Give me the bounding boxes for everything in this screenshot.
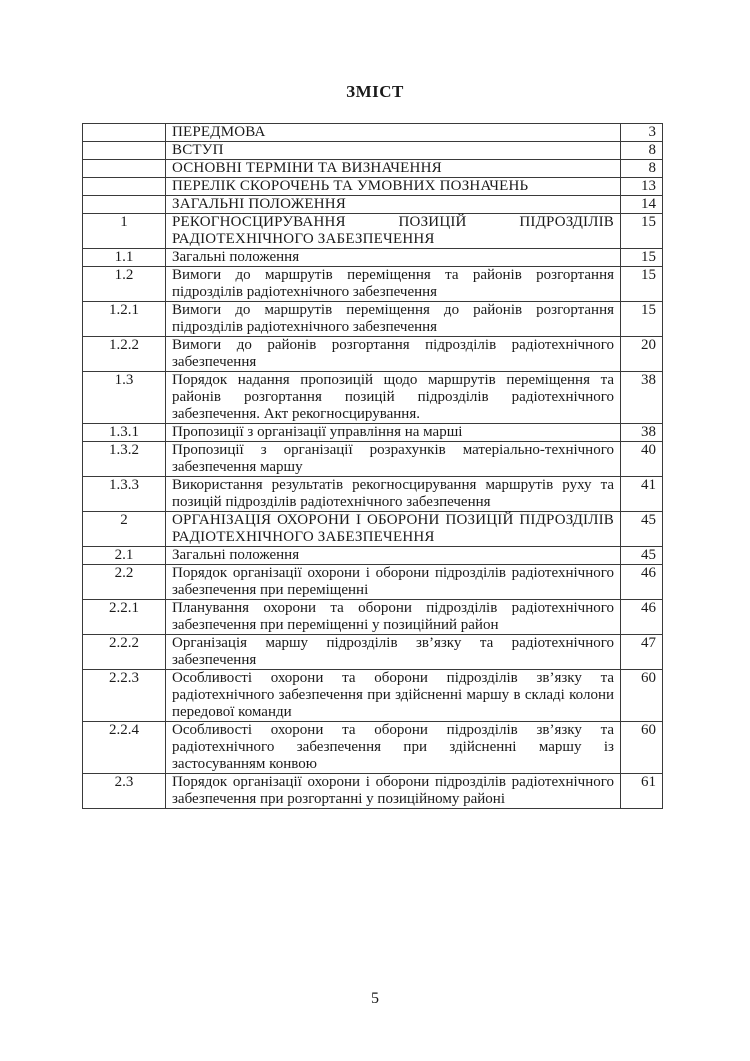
section-title: Особливості охорони та оборони підрозділів зв’язку та радіотехнічного забезпечення при здійсненні маршу в складі колони передової команди xyxy=(166,670,621,722)
section-title: ОРГАНІЗАЦІЯ ОХОРОНИ І ОБОРОНИ ПОЗИЦІЙ ПІДРОЗДІЛІВ РАДІОТЕХНІЧНОГО ЗАБЕЗПЕЧЕННЯ xyxy=(166,512,621,547)
toc-row xyxy=(83,214,663,249)
page-title: ЗМІСТ xyxy=(346,82,404,101)
section-page: 3 xyxy=(621,124,663,142)
section-page: 15 xyxy=(621,267,663,302)
section-title: Організація маршу підрозділів зв’язку та радіотехнічного забезпечення xyxy=(166,635,621,670)
section-number xyxy=(83,196,166,214)
section-title: Вимоги до маршрутів переміщення та районів розгортання підрозділів радіотехнічного забезпечення xyxy=(166,267,621,302)
section-page: 38 xyxy=(621,372,663,424)
section-page: 20 xyxy=(621,337,663,372)
toc-row xyxy=(83,196,663,214)
toc-row xyxy=(83,442,663,477)
section-number: 1.3.1 xyxy=(83,424,166,442)
toc-row xyxy=(83,670,663,722)
toc-row xyxy=(83,477,663,512)
toc-row xyxy=(83,774,663,809)
section-number: 1.3 xyxy=(83,372,166,424)
section-title: Порядок організації охорони і оборони підрозділів радіотехнічного забезпечення при розгортанні у позиційному районі xyxy=(166,774,621,809)
section-title: Порядок організації охорони і оборони підрозділів радіотехнічного забезпечення при переміщенні xyxy=(166,565,621,600)
toc-row xyxy=(83,267,663,302)
toc-row xyxy=(83,635,663,670)
section-title: Пропозиції з організації управління на марші xyxy=(166,424,621,442)
section-page: 47 xyxy=(621,635,663,670)
toc-row xyxy=(83,600,663,635)
section-number: 1.2 xyxy=(83,267,166,302)
section-title: ВСТУП xyxy=(166,142,621,160)
section-page: 46 xyxy=(621,565,663,600)
section-page: 60 xyxy=(621,722,663,774)
section-page: 13 xyxy=(621,178,663,196)
section-number: 1.1 xyxy=(83,249,166,267)
section-page: 14 xyxy=(621,196,663,214)
section-title: Загальні положення xyxy=(166,249,621,267)
toc-row xyxy=(83,547,663,565)
section-title: Вимоги до маршрутів переміщення до районів розгортання підрозділів радіотехнічного забезпечення xyxy=(166,302,621,337)
section-page: 45 xyxy=(621,547,663,565)
page-number: 5 xyxy=(371,990,379,1007)
toc-row xyxy=(83,124,663,142)
section-page: 15 xyxy=(621,249,663,267)
toc-row xyxy=(83,160,663,178)
section-page: 60 xyxy=(621,670,663,722)
toc-row xyxy=(83,249,663,267)
toc-row xyxy=(83,178,663,196)
toc-row xyxy=(83,565,663,600)
section-page: 41 xyxy=(621,477,663,512)
section-number: 1.3.2 xyxy=(83,442,166,477)
section-number xyxy=(83,160,166,178)
section-title: ЗАГАЛЬНІ ПОЛОЖЕННЯ xyxy=(166,196,621,214)
section-number xyxy=(83,124,166,142)
section-title: Порядок надання пропозицій щодо маршрутів переміщення та районів розгортання позицій підрозділів радіотехнічного забезпечення. Акт рекогносцирування. xyxy=(166,372,621,424)
toc-row xyxy=(83,722,663,774)
section-number: 1.3.3 xyxy=(83,477,166,512)
section-number: 2 xyxy=(83,512,166,547)
section-number xyxy=(83,178,166,196)
section-number xyxy=(83,142,166,160)
section-page: 46 xyxy=(621,600,663,635)
section-title: ОСНОВНІ ТЕРМІНИ ТА ВИЗНАЧЕННЯ xyxy=(166,160,621,178)
section-title: Загальні положення xyxy=(166,547,621,565)
section-title: ПЕРЕДМОВА xyxy=(166,124,621,142)
section-page: 61 xyxy=(621,774,663,809)
toc-row xyxy=(83,337,663,372)
section-page: 15 xyxy=(621,302,663,337)
section-number: 2.3 xyxy=(83,774,166,809)
table-of-contents xyxy=(82,123,663,809)
section-number: 1 xyxy=(83,214,166,249)
section-page: 8 xyxy=(621,160,663,178)
section-title: РЕКОГНОСЦИРУВАННЯ ПОЗИЦІЙ ПІДРОЗДІЛІВ РАДІОТЕХНІЧНОГО ЗАБЕЗПЕЧЕННЯ xyxy=(166,214,621,249)
section-number: 2.2.4 xyxy=(83,722,166,774)
toc-row xyxy=(83,372,663,424)
section-page: 8 xyxy=(621,142,663,160)
section-number: 1.2.1 xyxy=(83,302,166,337)
section-number: 2.1 xyxy=(83,547,166,565)
section-number: 2.2.1 xyxy=(83,600,166,635)
section-number: 2.2 xyxy=(83,565,166,600)
section-number: 2.2.3 xyxy=(83,670,166,722)
toc-row xyxy=(83,512,663,547)
section-number: 2.2.2 xyxy=(83,635,166,670)
section-title: ПЕРЕЛІК СКОРОЧЕНЬ ТА УМОВНИХ ПОЗНАЧЕНЬ xyxy=(166,178,621,196)
section-title: Планування охорони та оборони підрозділів радіотехнічного забезпечення при переміщенні у позиційний район xyxy=(166,600,621,635)
toc-row xyxy=(83,142,663,160)
toc-row xyxy=(83,424,663,442)
section-page: 40 xyxy=(621,442,663,477)
section-page: 45 xyxy=(621,512,663,547)
section-number: 1.2.2 xyxy=(83,337,166,372)
toc-row xyxy=(83,302,663,337)
section-title: Використання результатів рекогносцирування маршрутів руху та позицій підрозділів радіотехнічного забезпечення xyxy=(166,477,621,512)
section-page: 38 xyxy=(621,424,663,442)
section-page: 15 xyxy=(621,214,663,249)
section-title: Вимоги до районів розгортання підрозділів радіотехнічного забезпечення xyxy=(166,337,621,372)
section-title: Особливості охорони та оборони підрозділів зв’язку та радіотехнічного забезпечення при здійсненні маршу із застосуванням конвою xyxy=(166,722,621,774)
section-title: Пропозиції з організації розрахунків матеріально-технічного забезпечення маршу xyxy=(166,442,621,477)
